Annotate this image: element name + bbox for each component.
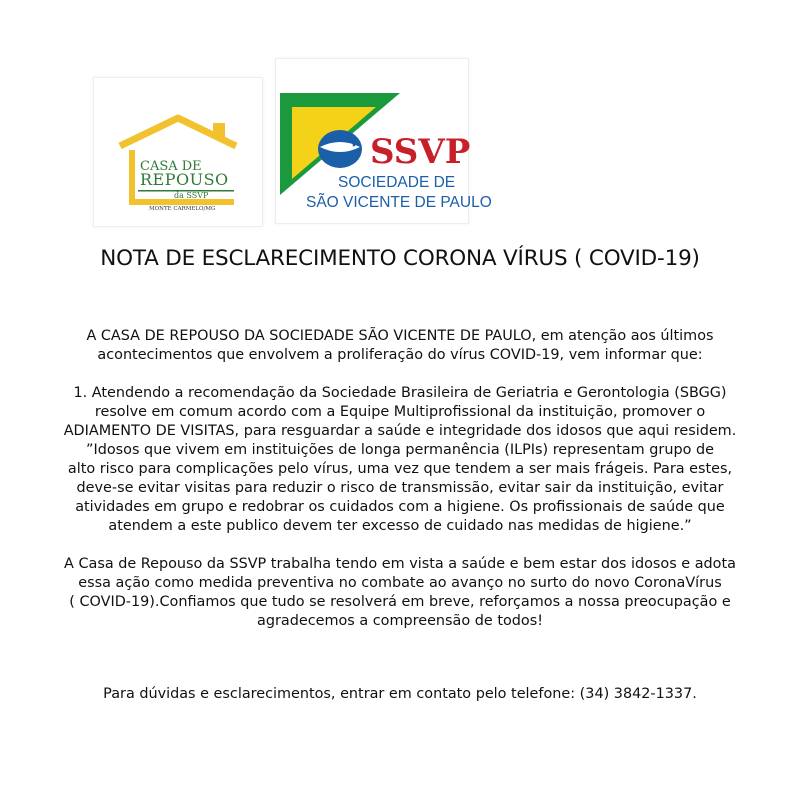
- ssvp-acronym: SSVP: [370, 132, 471, 172]
- ssvp-name-line1: SOCIEDADE DE: [338, 174, 456, 191]
- item1-line: resolve em comum acordo com a Equipe Multiprofissional da instituição, promover o: [94, 404, 706, 420]
- ssvp-name-line2: SÃO VICENTE DE PAULO: [306, 194, 492, 211]
- item1-line: alto risco para complicações pelo vírus, uma vez que tendem a ser mais frágeis. Para estes,: [67, 461, 733, 477]
- ssvp-logo: [275, 58, 492, 224]
- casa-line1: CASA DE: [140, 159, 202, 174]
- closing-line: essa ação como medida preventiva no combate ao avanço no surto do novo CoronaVírus: [78, 575, 722, 591]
- closing-line: agradecemos a compreensão de todos!: [257, 613, 543, 629]
- item1-paragraph: [40, 384, 760, 536]
- item1-line: ”Idosos que vivem em instituições de longa permanência (ILPIs) representam grupo de: [86, 442, 714, 458]
- casa-line3: da SSVP: [174, 191, 209, 200]
- contact-paragraph: [40, 685, 760, 704]
- casa-line2: REPOUSO: [140, 170, 229, 189]
- closing-line: ( COVID-19).Confiamos que tudo se resolverá em breve, reforçamos a nossa preocupação e: [69, 594, 731, 610]
- house-icon: [94, 78, 262, 226]
- closing-paragraph: [40, 555, 760, 631]
- item1-line: deve-se evitar visitas para reduzir o risco de transmissão, evitar sair da instituição, evitar: [76, 480, 724, 496]
- casa-de-repouso-logo: [93, 77, 263, 227]
- intro-line: A CASA DE REPOUSO DA SOCIEDADE SÃO VICENTE DE PAULO, em atenção aos últimos: [86, 328, 714, 344]
- item1-line: ADIAMENTO DE VISITAS, para resguardar a saúde e integridade dos idosos que aqui residem.: [63, 423, 737, 439]
- contact-line: Para dúvidas e esclarecimentos, entrar em contato pelo telefone: (34) 3842-1337.: [103, 686, 697, 702]
- item1-line: atividades em grupo e redobrar os cuidados com a higiene. Os profissionais de saúde que: [75, 499, 725, 515]
- intro-line: acontecimentos que envolvem a proliferação do vírus COVID-19, vem informar que:: [97, 347, 703, 363]
- intro-paragraph: [40, 327, 760, 365]
- ssvp-emblem: [276, 59, 492, 223]
- page-title: NOTA DE ESCLARECIMENTO CORONA VÍRUS ( COVID-19): [100, 246, 700, 271]
- casa-line4: MONTE CARMELO/MG: [149, 206, 216, 212]
- closing-line: A Casa de Repouso da SSVP trabalha tendo em vista a saúde e bem estar dos idosos e adota: [64, 556, 736, 572]
- item1-line: atendem a este publico devem ter excesso de cuidado nas medidas de higiene.”: [108, 518, 692, 534]
- item1-line: 1. Atendendo a recomendação da Sociedade Brasileira de Geriatria e Gerontologia (SBGG): [73, 385, 727, 401]
